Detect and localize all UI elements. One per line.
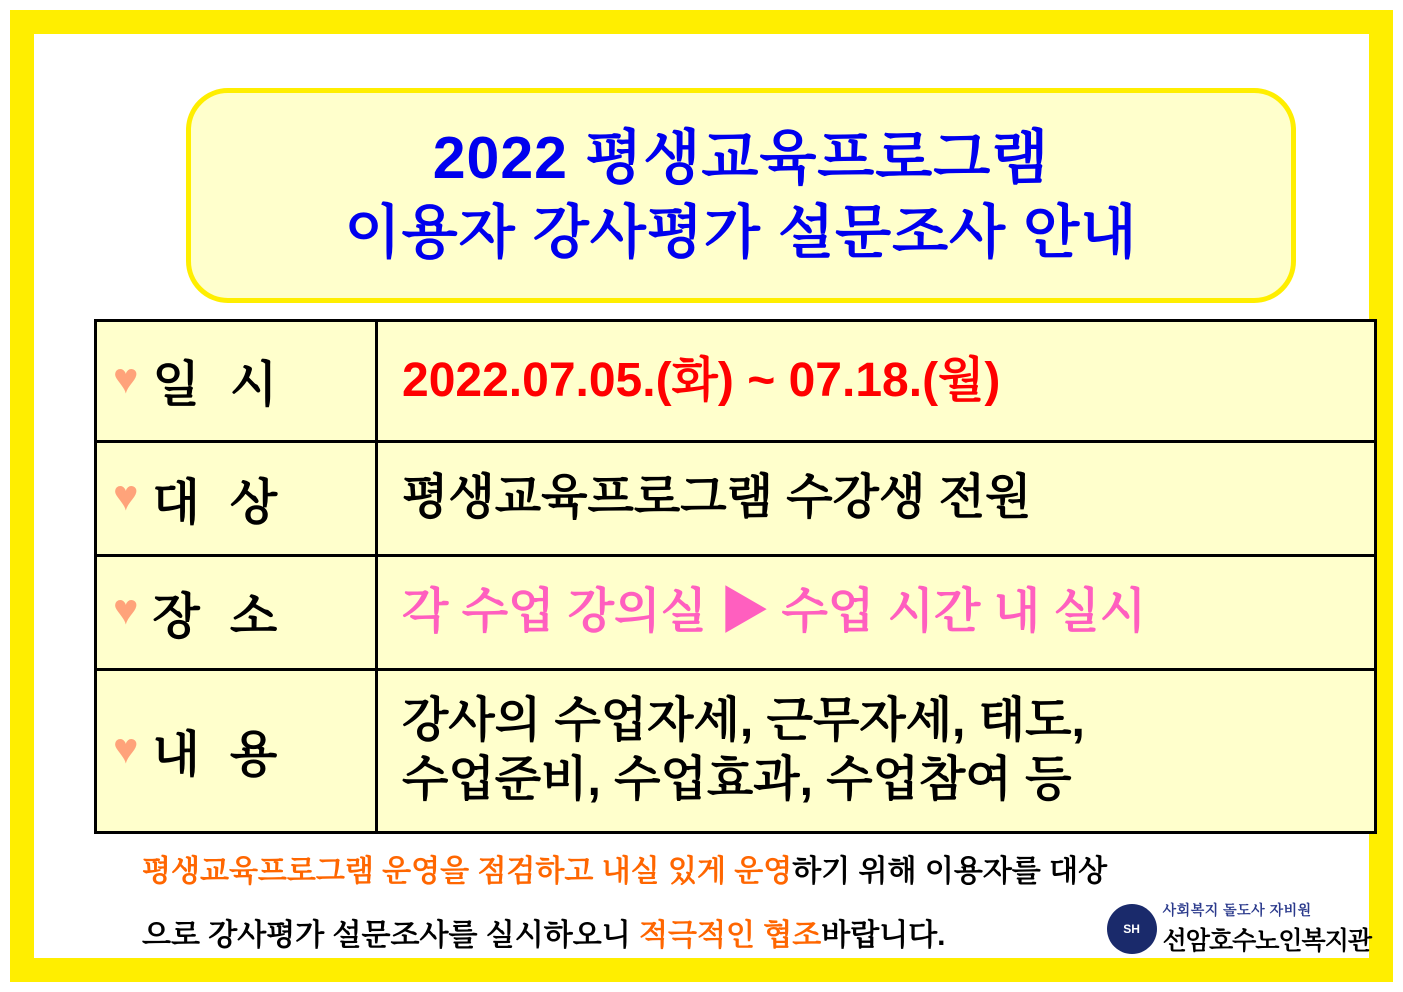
info-table (94, 319, 1377, 834)
table-row-place (97, 557, 1374, 671)
logo-emblem-icon: SH (1107, 904, 1157, 954)
poster-title-box (186, 88, 1296, 303)
footer-note (94, 848, 1377, 978)
row-value-text-target: 평생교육프로그램 수강생 전원 (402, 471, 1032, 525)
row-value-text-content-1: 강사의 수업자세, 근무자세, 태도, (402, 694, 1085, 748)
note-line-2-highlight: 적극적인 협조 (639, 919, 822, 952)
heart-icon: ♥ (113, 472, 139, 520)
note-line-2-part-a: 으로 강사평가 설문조사를 실시하오니 (142, 919, 640, 952)
note-line-1-rest: 하기 위해 이용자를 대상 (792, 855, 1108, 888)
row-value-date (378, 322, 1374, 440)
row-value-text-date: 2022.07.05.(화) ~ 07.18.(월) (402, 353, 1001, 407)
row-value-place (378, 557, 1374, 668)
row-value-target (378, 443, 1374, 554)
poster-frame (10, 10, 1393, 982)
note-line-1-highlight: 평생교육프로그램 운영을 점검하고 내실 있게 운영 (142, 855, 793, 888)
row-label-date (97, 322, 378, 440)
table-row-target (97, 443, 1374, 557)
page-title-line-2: 이용자 강사평가 설문조사 안내 (344, 200, 1138, 266)
organization-logo (1107, 900, 1371, 957)
note-line-2-part-b: 바랍니다. (821, 919, 946, 952)
heart-icon: ♥ (113, 586, 139, 634)
poster-content (80, 76, 1391, 984)
row-label-place (97, 557, 378, 668)
row-label-text-target: 대상 (152, 475, 308, 530)
row-label-text-content: 내용 (152, 728, 308, 782)
logo-name: 선암호수노인복지관 (1162, 927, 1371, 955)
row-label-content (97, 671, 378, 831)
row-label-text-date: 일시 (152, 358, 308, 412)
table-row-content (97, 671, 1374, 831)
row-label-text-place: 장소 (152, 589, 308, 644)
note-line-1 (142, 854, 1107, 890)
row-value-text-content-2: 수업준비, 수업효과, 수업참여 등 (402, 753, 1072, 806)
heart-icon: ♥ (113, 354, 139, 403)
logo-text-block (1163, 900, 1371, 957)
row-label-target (97, 443, 378, 554)
note-line-2 (142, 918, 946, 954)
logo-subtitle: 사회복지 돌도사 자비원 (1162, 902, 1312, 918)
row-value-content (378, 671, 1374, 831)
page-title-line-1: 2022 평생교육프로그램 (432, 124, 1050, 191)
heart-icon: ♥ (113, 724, 139, 773)
table-row-date (97, 322, 1374, 443)
row-value-text-place: 각 수업 강의실 ▶ 수업 시간 내 실시 (402, 585, 1147, 639)
